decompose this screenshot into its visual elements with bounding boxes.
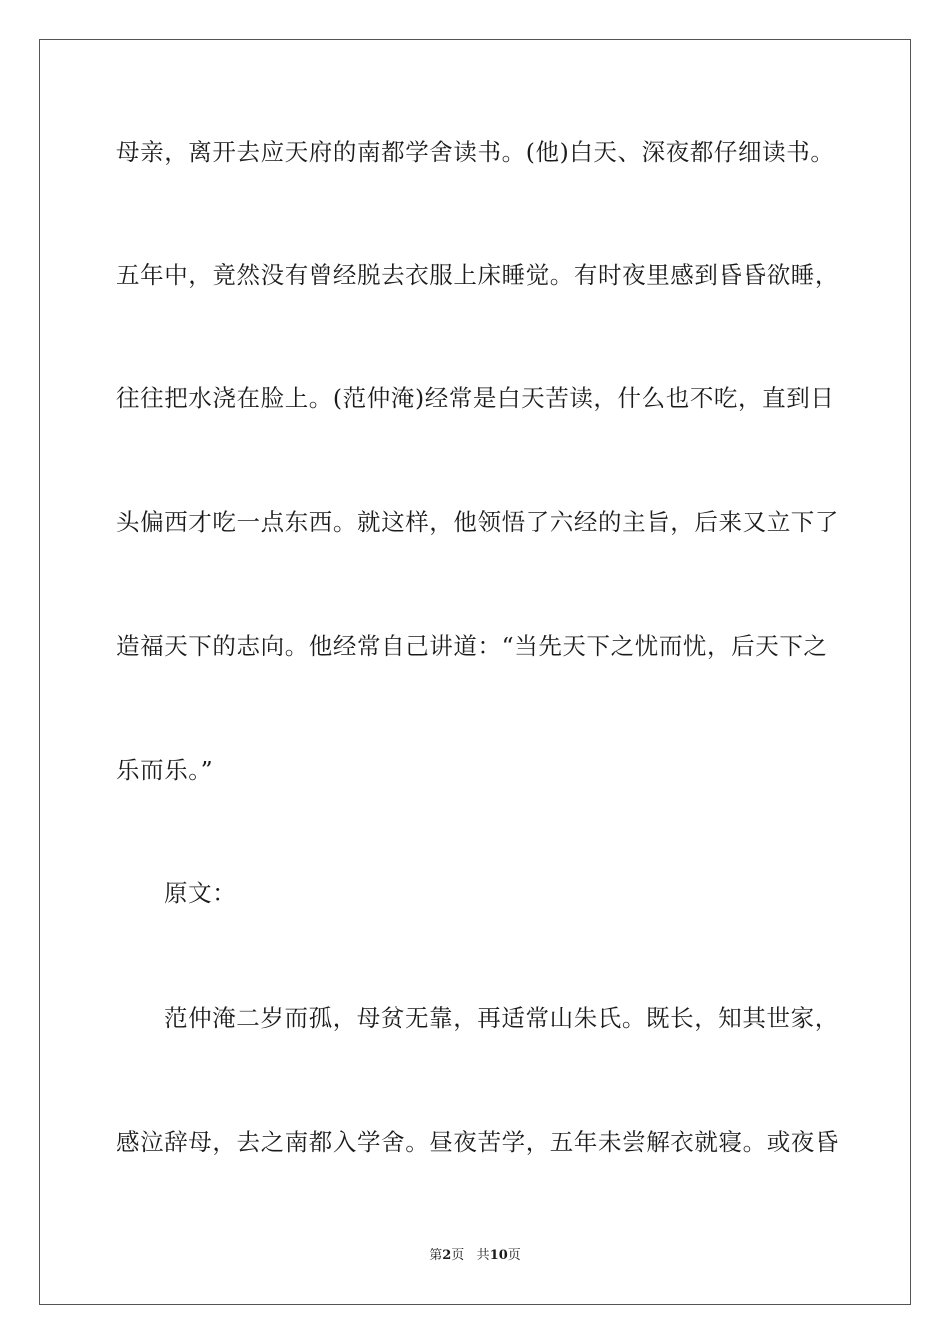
footer-page-suffix: 页 bbox=[451, 1248, 465, 1263]
footer-page-prefix: 第 bbox=[429, 1248, 443, 1263]
text-line-3: 往往把水浇在脸上。(范仲淹)经常是白天苦读，什么也不吃，直到日 bbox=[116, 384, 835, 412]
page-border bbox=[39, 39, 911, 1305]
footer-total-suffix: 页 bbox=[507, 1248, 521, 1263]
page-footer bbox=[0, 1248, 950, 1264]
section-heading-original-text: 原文： bbox=[164, 879, 237, 907]
footer-total-prefix: 共 bbox=[476, 1248, 490, 1263]
footer-page-number: 2 bbox=[442, 1248, 452, 1263]
text-line-9: 感泣辞母，去之南都入学舍。昼夜苦学，五年未尝解衣就寝。或夜昏 bbox=[116, 1128, 839, 1156]
text-line-4: 头偏西才吃一点东西。就这样，他领悟了六经的主旨，后来又立下了 bbox=[116, 508, 839, 536]
footer-total-pages: 10 bbox=[489, 1248, 508, 1263]
text-line-8: 范仲淹二岁而孤，母贫无靠，再适常山朱氏。既长，知其世家， bbox=[164, 1004, 839, 1032]
text-line-6: 乐而乐。” bbox=[116, 756, 214, 784]
text-line-1: 母亲，离开去应天府的南都学舍读书。(他)白天、深夜都仔细读书。 bbox=[116, 138, 835, 166]
text-line-2: 五年中，竟然没有曾经脱去衣服上床睡觉。有时夜里感到昏昏欲睡， bbox=[116, 261, 839, 289]
text-line-5: 造福天下的志向。他经常自己讲道：“当先天下之忧而忧，后天下之 bbox=[116, 632, 828, 660]
